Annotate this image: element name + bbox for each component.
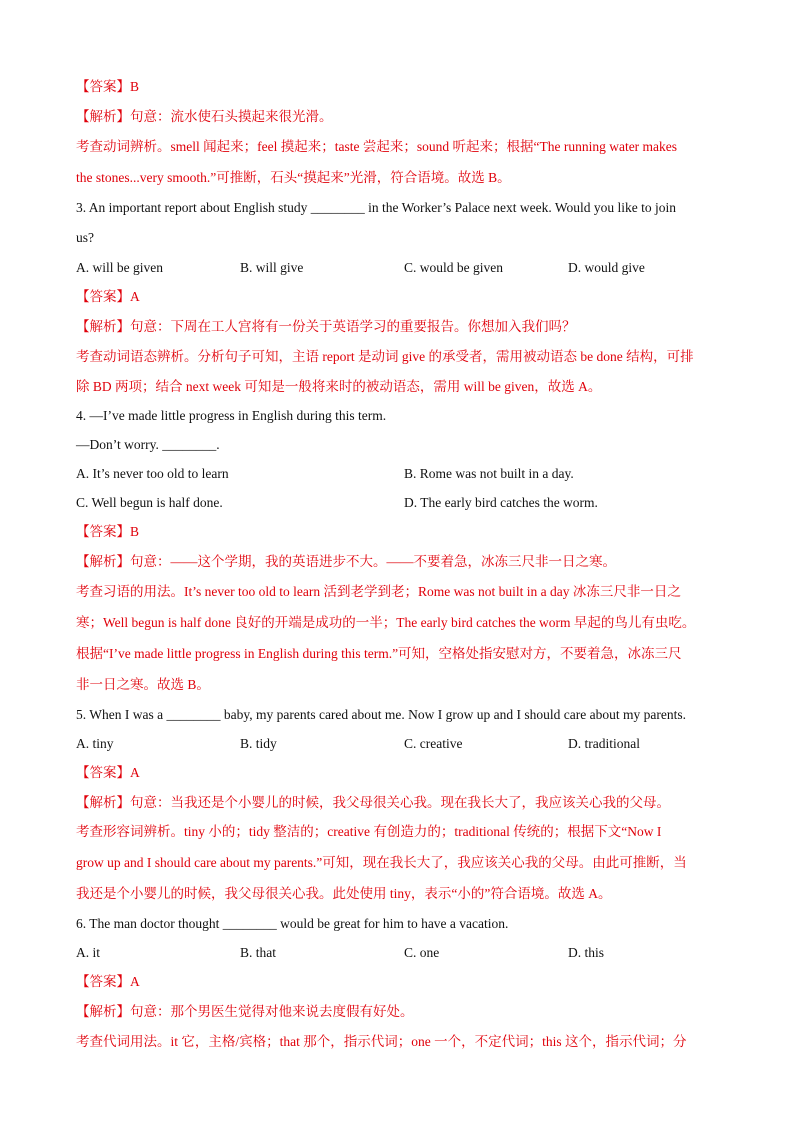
q5-option-b: B. tidy	[240, 736, 277, 751]
q5-explanation-line-2: grow up and I should care about my parents.”可知，现在我长大了，我应该关心我的父母。由此可推断，当	[76, 855, 687, 870]
q3-option-d: D. would give	[568, 260, 645, 275]
q5-answer: 【答案】A	[76, 765, 140, 780]
q3-explanation-line-2: 除 BD 两项；结合 next week 可知是一般将来时的被动语态，需用 will be given，故选 A。	[76, 379, 602, 394]
q4-explanation-line-4: 非一日之寒。故选 B。	[76, 677, 210, 692]
q3-stem-line-1: 3. An important report about English study ________ in the Worker’s Palace next week. Would you like to join	[76, 200, 676, 215]
q3-stem-line-2: us?	[76, 230, 94, 245]
q4-explanation-line-2: 寒；Well begun is half done 良好的开端是成功的一半；The early bird catches the worm 早起的鸟儿有虫吃。	[76, 615, 696, 630]
q5-option-d: D. traditional	[568, 736, 640, 751]
q4-option-b: B. Rome was not built in a day.	[404, 466, 574, 481]
q3-option-a: A. will be given	[76, 260, 163, 275]
q4-stem-line-2: —Don’t worry. ________.	[76, 437, 220, 452]
q5-analysis: 【解析】句意：当我还是个小婴儿的时候，我父母很关心我。现在我长大了，我应该关心我的父母。	[76, 795, 670, 810]
q2-explanation-line-1: 考查动词辨析。smell 闻起来；feel 摸起来；taste 尝起来；sound 听起来；根据“The running water makes	[76, 139, 678, 154]
q6-analysis: 【解析】句意：那个男医生觉得对他来说去度假有好处。	[76, 1004, 414, 1019]
q5-stem-line-1: 5. When I was a ________ baby, my parents cared about me. Now I grow up and I should care about my parents.	[76, 707, 686, 722]
q2-analysis: 【解析】句意：流水使石头摸起来很光滑。	[76, 109, 333, 124]
q2-answer: 【答案】B	[76, 79, 140, 94]
q6-option-b: B. that	[240, 945, 276, 960]
q5-explanation-line-1: 考查形容词辨析。tiny 小的；tidy 整洁的；creative 有创造力的；traditional 传统的；根据下文“Now I	[76, 824, 662, 839]
q6-option-d: D. this	[568, 945, 605, 960]
q2-explanation-line-2: the stones...very smooth.”可推断，石头“摸起来”光滑，符合语境。故选 B。	[76, 170, 511, 185]
q4-option-c: C. Well begun is half done.	[76, 495, 223, 510]
q4-explanation-line-1: 考查习语的用法。It’s never too old to learn 活到老学到老；Rome was not built in a day 冰冻三尺非一日之	[76, 584, 681, 599]
q3-answer: 【答案】A	[76, 289, 140, 304]
q5-option-c: C. creative	[404, 736, 463, 751]
q4-option-d: D. The early bird catches the worm.	[404, 495, 598, 510]
q5-option-a: A. tiny	[76, 736, 114, 751]
q4-option-a: A. It’s never too old to learn	[76, 466, 229, 481]
q6-stem-line-1: 6. The man doctor thought ________ would be great for him to have a vacation.	[76, 916, 509, 931]
q4-stem-line-1: 4. —I’ve made little progress in English during this term.	[76, 408, 387, 423]
q3-option-b: B. will give	[240, 260, 304, 275]
q3-analysis: 【解析】句意：下周在工人宫将有一份关于英语学习的重要报告。你想加入我们吗？	[76, 319, 576, 334]
q6-option-c: C. one	[404, 945, 440, 960]
q3-option-c: C. would be given	[404, 260, 503, 275]
q4-answer: 【答案】B	[76, 524, 140, 539]
q6-answer: 【答案】A	[76, 974, 140, 989]
q4-analysis: 【解析】句意：——这个学期，我的英语进步不大。——不要着急，冰冻三尺非一日之寒。	[76, 554, 616, 569]
q5-explanation-line-3: 我还是个小婴儿的时候，我父母很关心我。此处使用 tiny，表示“小的”符合语境。故选 A。	[76, 886, 612, 901]
q4-explanation-line-3: 根据“I’ve made little progress in English during this term.”可知，空格处指安慰对方，不要着急，冰冻三尺	[76, 646, 682, 661]
q6-explanation-line-1: 考查代词用法。it 它，主格/宾格；that 那个，指示代词；one 一个，不定代词；this 这个，指示代词；分	[76, 1034, 687, 1049]
q6-option-a: A. it	[76, 945, 101, 960]
q3-explanation-line-1: 考查动词语态辨析。分析句子可知，主语 report 是动词 give 的承受者，需用被动语态 be done 结构，可排	[76, 349, 694, 364]
